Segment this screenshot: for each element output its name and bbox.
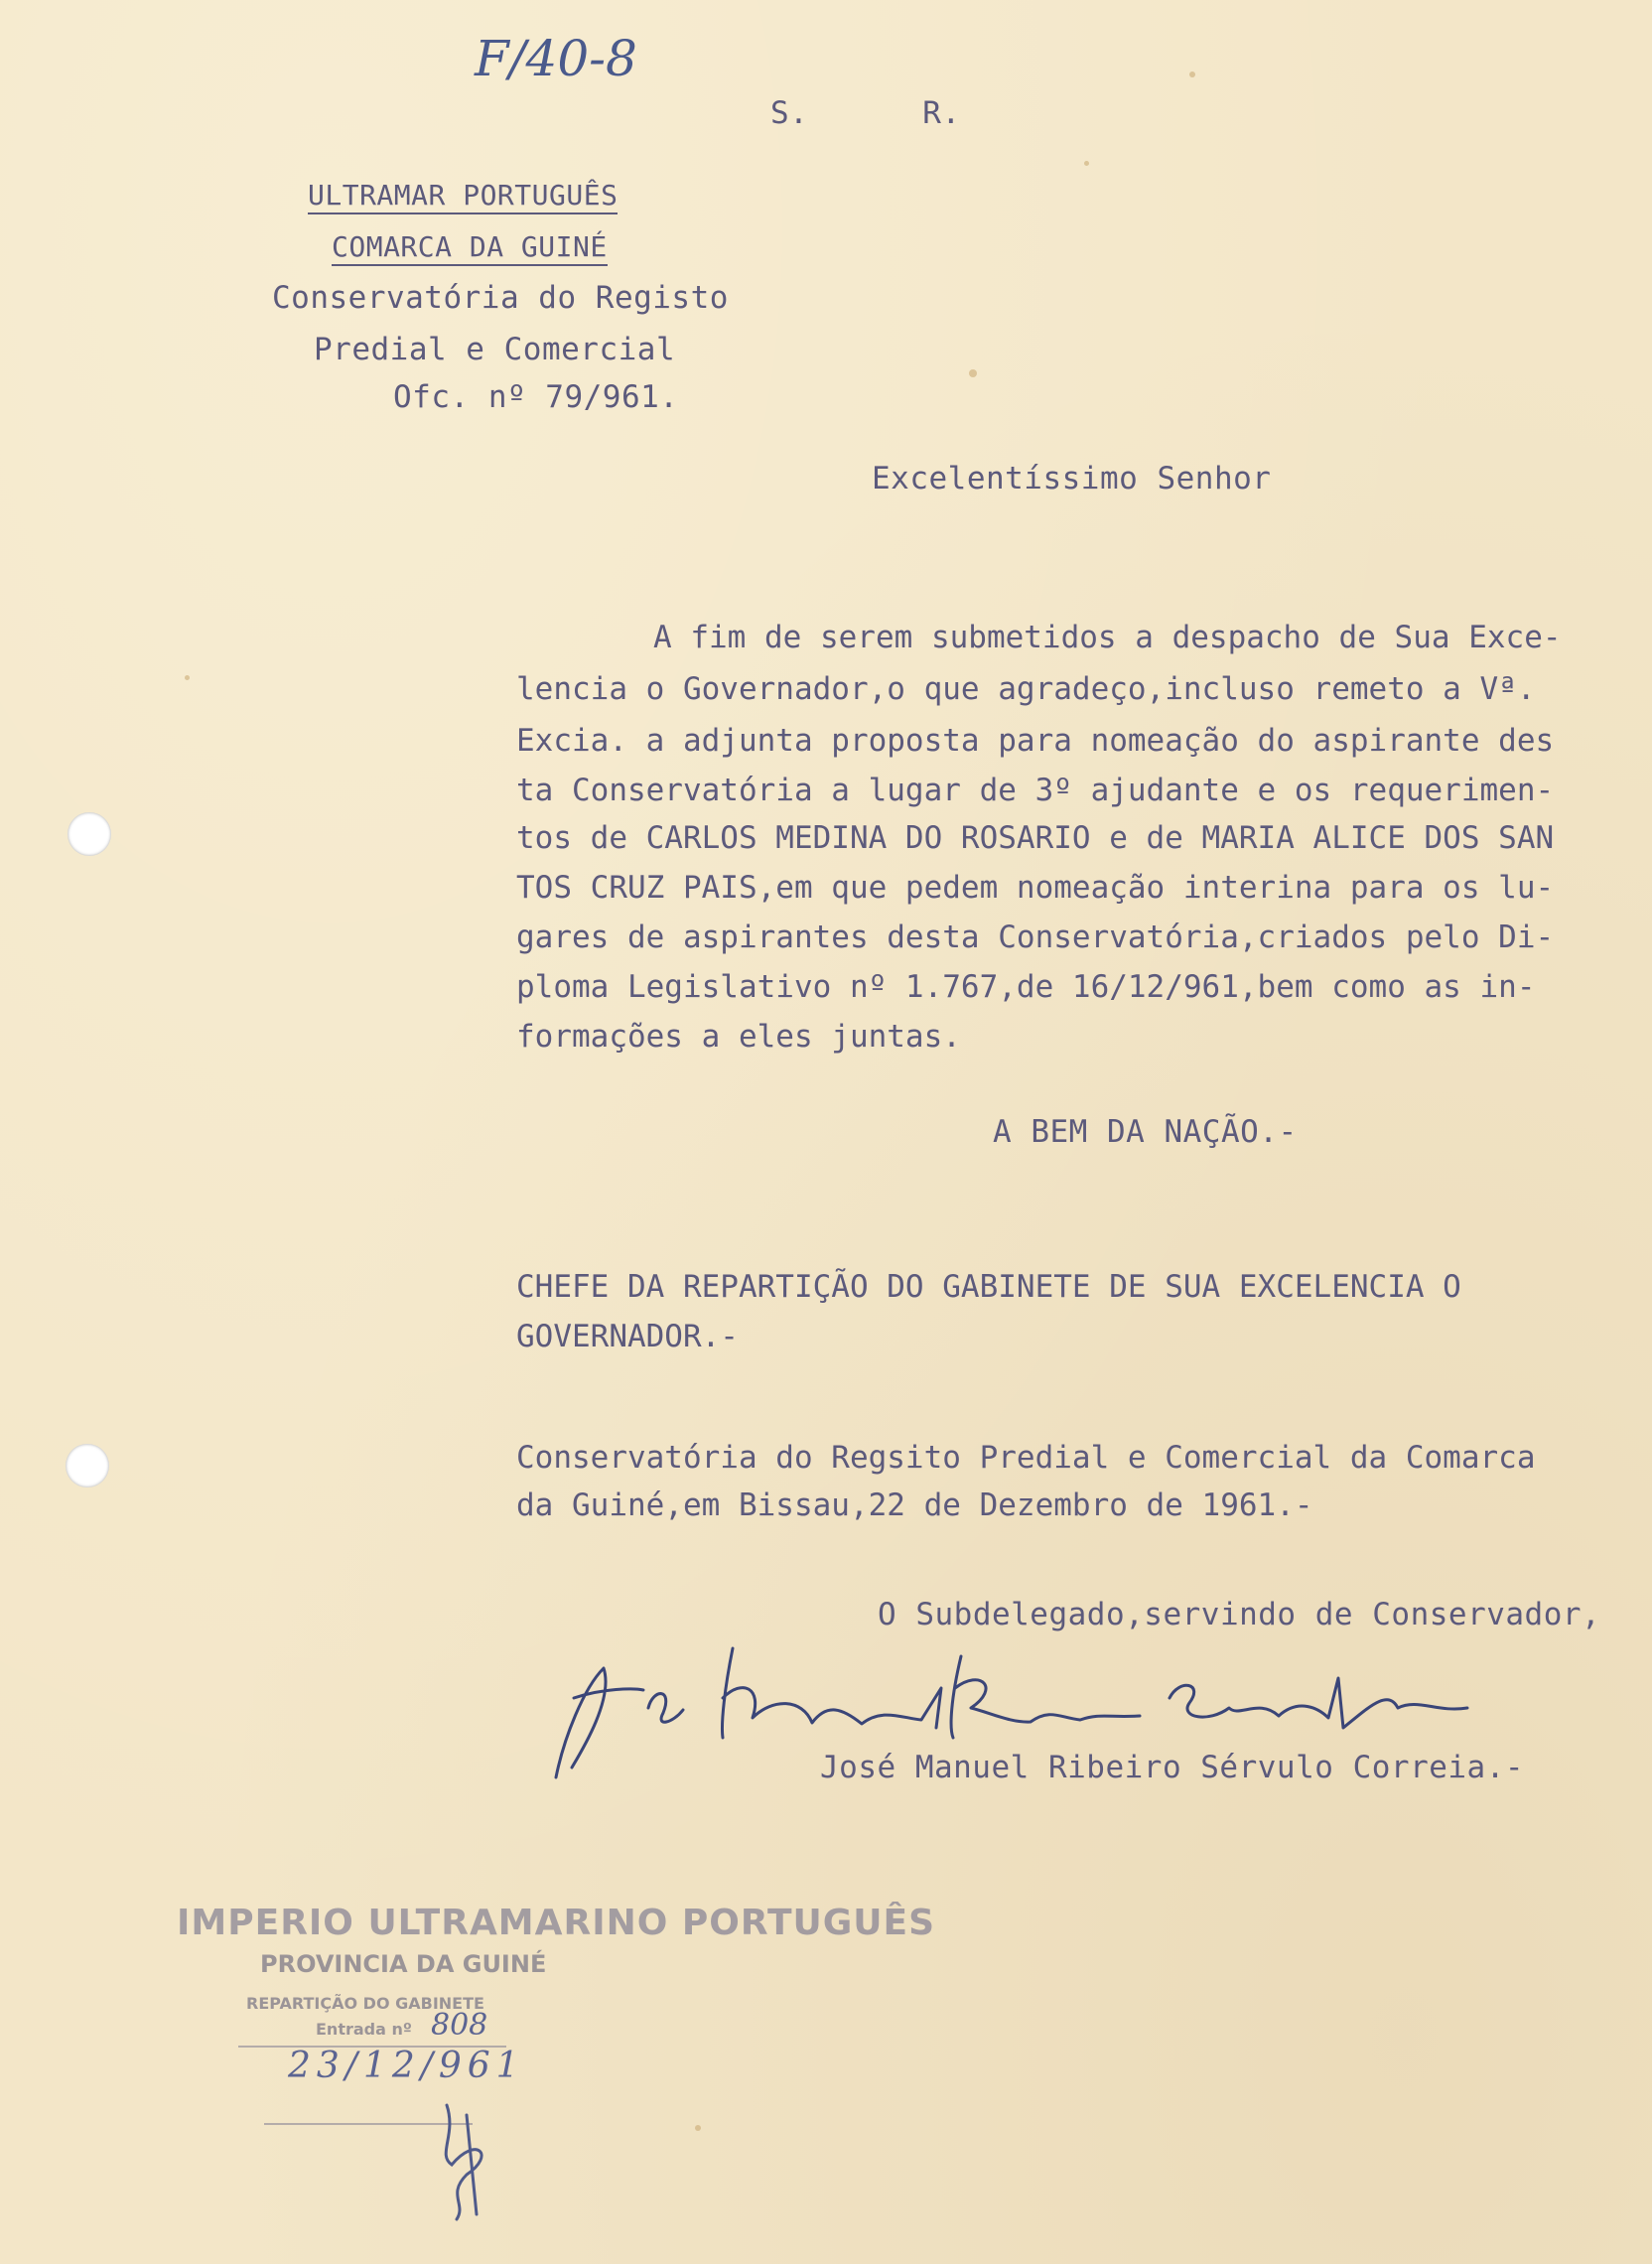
stamp-date: 23/12/961	[288, 2046, 525, 2086]
stamp-line-reparticao: REPARTIÇÃO DO GABINETE	[246, 1994, 484, 2013]
stamp-entry-label: Entrada nº	[316, 2020, 412, 2039]
place-date-line: da Guiné,em Bissau,22 de Dezembro de 1961.-	[516, 1487, 1313, 1523]
body-line: lencia o Governador,o que agradeço,incluso remeto a Vª.	[516, 671, 1536, 707]
stamp-line-imperio: IMPERIO ULTRAMARINO PORTUGUÊS	[177, 1903, 936, 1943]
header-sr: S. R.	[770, 95, 961, 131]
body-line: TOS CRUZ PAIS,em que pedem nomeação interina para os lu-	[516, 870, 1555, 906]
paper-speck	[1084, 161, 1089, 166]
closing-formula: A BEM DA NAÇÃO.-	[993, 1114, 1298, 1150]
signature-role: O Subdelegado,servindo de Conservador,	[878, 1597, 1601, 1632]
punch-hole-top	[68, 812, 111, 856]
body-line: ploma Legislativo nº 1.767,de 16/12/961,bem como as in-	[516, 969, 1536, 1005]
stamp-initials	[407, 2095, 526, 2224]
body-line: Excia. a adjunta proposta para nomeação do aspirante des	[516, 723, 1555, 759]
letterhead-predial: Predial e Comercial	[314, 332, 676, 367]
addressee-line: GOVERNADOR.-	[516, 1319, 739, 1354]
signatory-name: José Manuel Ribeiro Sérvulo Correia.-	[820, 1750, 1525, 1785]
punch-hole-bottom	[66, 1444, 109, 1487]
reference-mark: F/40-8	[475, 30, 637, 87]
body-line: A fim de serem submetidos a despacho de Sua Exce-	[653, 620, 1562, 655]
addressee-line: CHEFE DA REPARTIÇÃO DO GABINETE DE SUA EXCELENCIA O	[516, 1269, 1461, 1305]
letterhead-comarca: COMARCA DA GUINÉ	[332, 230, 608, 266]
stamp-entry-number: 808	[431, 2008, 488, 2043]
body-line: ta Conservatória a lugar de 3º ajudante e os requerimen-	[516, 773, 1555, 808]
paper-speck	[969, 369, 977, 377]
body-line: gares de aspirantes desta Conservatória,criados pelo Di-	[516, 920, 1555, 955]
place-date-line: Conservatória do Regsito Predial e Comercial da Comarca	[516, 1440, 1536, 1476]
body-line: formações a eles juntas.	[516, 1019, 961, 1055]
letterhead-ultramar: ULTRAMAR PORTUGUÊS	[308, 179, 618, 214]
stamp-line-provincia: PROVINCIA DA GUINÉ	[260, 1950, 547, 1978]
paper-speck	[185, 675, 190, 680]
salutation: Excelentíssimo Senhor	[872, 461, 1272, 496]
letterhead-conservatoria: Conservatória do Registo	[272, 280, 729, 316]
body-line: tos de CARLOS MEDINA DO ROSARIO e de MARIA ALICE DOS SAN	[516, 820, 1555, 856]
paper-speck	[695, 2125, 701, 2131]
stamp-rule	[238, 2046, 506, 2048]
paper-speck	[1189, 71, 1195, 77]
letterhead-oficio-number: Ofc. nº 79/961.	[393, 379, 679, 415]
